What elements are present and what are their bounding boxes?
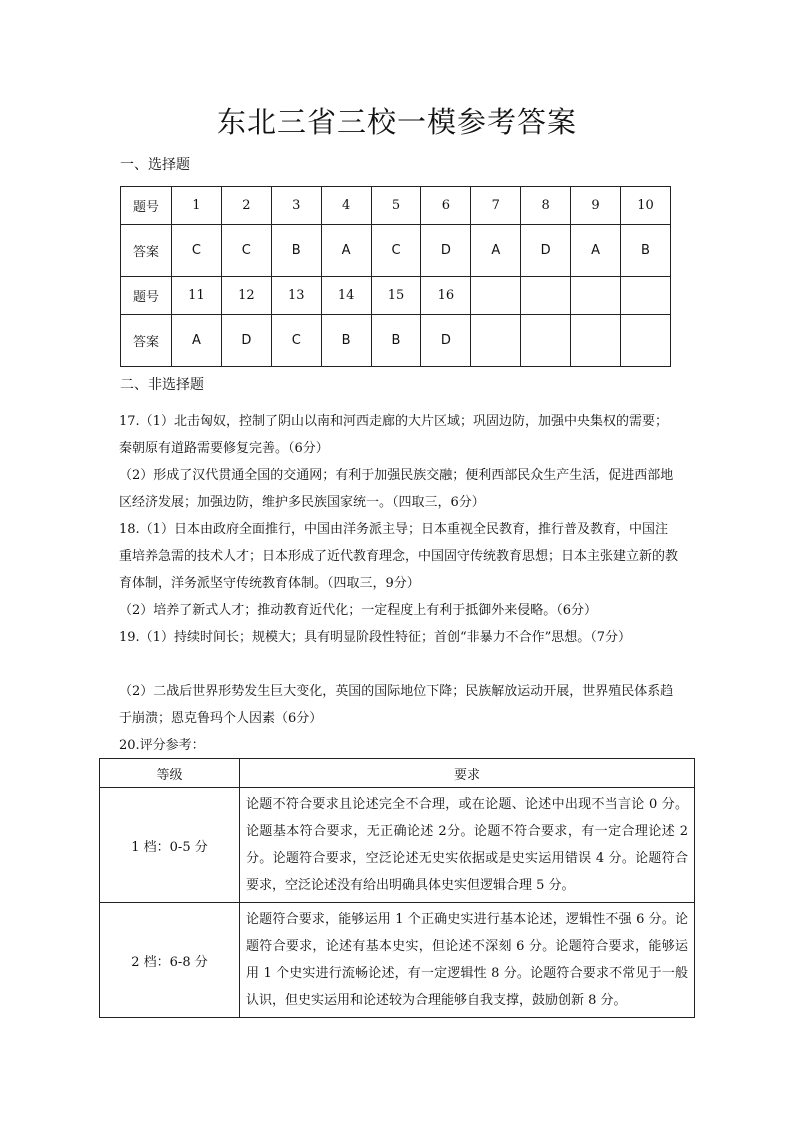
- column-header-level: 等级: [100, 759, 240, 788]
- question-number-cell: 1: [172, 187, 222, 225]
- grade-requirement: 论题不符合要求且论述完全不合理，或在论题、论述中出现不当言论 0 分。论题基本符合要求，无正确论述 2分。论题不符合要求，有一定合理论述 2分。论题符合要求，空泛论述无史实依据或是史实运用错误 4 分。论题符合要求，空泛论述没有给出明确具体史实但逻辑合理 5 分。: [240, 788, 695, 903]
- question-number-cell: 4: [321, 187, 371, 225]
- section-heading-non-multiple-choice: 二、非选择题: [120, 377, 204, 393]
- multiple-choice-answer-table: [120, 186, 671, 367]
- grade-level: 2 档：6-8 分: [100, 903, 240, 1018]
- table-row-answers-2: [121, 315, 671, 367]
- question-number-cell: 5: [371, 187, 421, 225]
- table-row-answers-1: [121, 225, 671, 277]
- empty-cell: [521, 277, 571, 315]
- question-number-cell: 12: [221, 277, 271, 315]
- empty-cell: [471, 315, 521, 367]
- question-number-cell: 7: [471, 187, 521, 225]
- answer-cell: D: [221, 315, 271, 367]
- question-number-cell: 10: [621, 187, 671, 225]
- empty-cell: [621, 277, 671, 315]
- empty-cell: [571, 277, 621, 315]
- question-number-cell: 9: [571, 187, 621, 225]
- column-header-requirement: 要求: [240, 759, 695, 788]
- answer-cell: A: [172, 315, 222, 367]
- question-number-cell: 6: [421, 187, 471, 225]
- empty-cell: [521, 315, 571, 367]
- grading-row: [100, 788, 695, 903]
- answer-cell: B: [371, 315, 421, 367]
- question-number-cell: 8: [521, 187, 571, 225]
- grade-level: 1 档：0-5 分: [100, 788, 240, 903]
- answer-cell: A: [471, 225, 521, 277]
- answer-cell: C: [172, 225, 222, 277]
- question-number-cell: 14: [321, 277, 371, 315]
- answer-cell: B: [621, 225, 671, 277]
- answer-20-heading: 20.评分参考：: [119, 738, 205, 753]
- grade-requirement: 论题符合要求，能够运用 1 个正确史实进行基本论述，逻辑性不强 6 分。论题符合要求，论述有基本史实，但论述不深刻 6 分。论题符合要求，能够运用 1 个史实进行流畅论述，有一定逻辑性 8 分。论题符合要求不常见于一般认识，但史实运用和论述较为合理能够自我支撑，鼓励创新 8 分。: [240, 903, 695, 1018]
- question-number-cell: 3: [271, 187, 321, 225]
- table-row-question-numbers-1: [121, 187, 671, 225]
- question-number-cell: 16: [421, 277, 471, 315]
- answer-17-part-2: （2）形成了汉代贯通全国的交通网；有利于加强民族交融；便利西部民众生产生活，促进西部地区经济发展；加强边防，维护多民族国家统一。（四取三，6分）: [119, 468, 674, 510]
- row-header-question: 题号: [121, 187, 172, 225]
- row-header-question: 题号: [121, 277, 172, 315]
- answer-18-part-2: （2）培养了新式人才；推动教育近代化；一定程度上有利于抵御外来侵略。（6分）: [119, 603, 598, 618]
- question-number-cell: 2: [221, 187, 271, 225]
- answer-18-part-1: 18.（1）日本由政府全面推行，中国由洋务派主导；日本重视全民教育，推行普及教育，中国注重培养急需的技术人才；日本形成了近代教育理念，中国固守传统教育思想；日本主张建立新的教育体制，洋务派坚守传统教育体制。（四取三，9分）: [119, 522, 679, 591]
- empty-cell: [621, 315, 671, 367]
- question-number-cell: 15: [371, 277, 421, 315]
- table-row-question-numbers-2: [121, 277, 671, 315]
- question-number-cell: 13: [271, 277, 321, 315]
- grading-header-row: [100, 759, 695, 788]
- row-header-answer: 答案: [121, 225, 172, 277]
- empty-cell: [471, 277, 521, 315]
- answer-cell: A: [571, 225, 621, 277]
- answer-cell: B: [271, 225, 321, 277]
- answer-17-part-1: 17.（1）北击匈奴，控制了阴山以南和河西走廊的大片区域；巩固边防，加强中央集权的需要；秦朝原有道路需要修复完善。（6分）: [119, 414, 668, 456]
- question-number-cell: 11: [172, 277, 222, 315]
- empty-cell: [571, 315, 621, 367]
- answer-cell: C: [221, 225, 271, 277]
- answer-cell: C: [271, 315, 321, 367]
- row-header-answer: 答案: [121, 315, 172, 367]
- answer-cell: D: [421, 225, 471, 277]
- answer-cell: B: [321, 315, 371, 367]
- answer-cell: A: [321, 225, 371, 277]
- answer-19-part-1: 19.（1）持续时间长；规模大；具有明显阶段性特征；首创“非暴力不合作”思想。（7分）: [119, 630, 632, 645]
- answer-cell: D: [421, 315, 471, 367]
- answer-cell: C: [371, 225, 421, 277]
- page-title: 东北三省三校一模参考答案: [216, 105, 577, 139]
- answer-cell: D: [521, 225, 571, 277]
- essay-grading-table: [99, 758, 695, 1018]
- grading-row: [100, 903, 695, 1018]
- section-heading-multiple-choice: 一、选择题: [120, 157, 190, 173]
- answer-19-part-2: （2）二战后世界形势发生巨大变化，英国的国际地位下降；民族解放运动开展，世界殖民体系趋于崩溃；恩克鲁玛个人因素（6分）: [119, 684, 674, 726]
